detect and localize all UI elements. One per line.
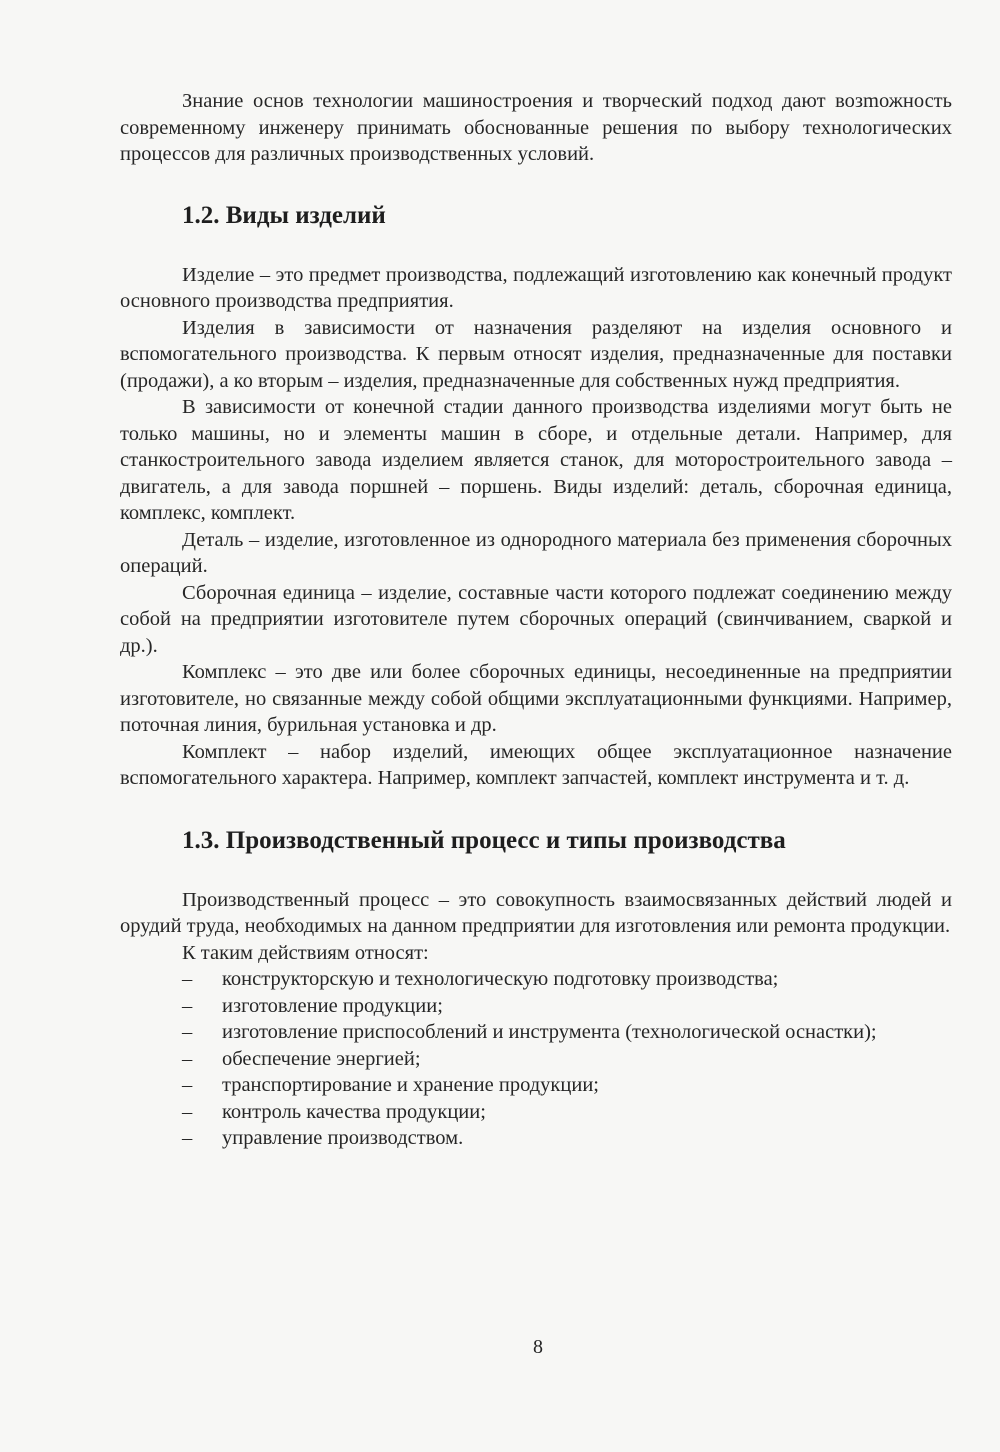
paragraph-kit-definition: Комплект – набор изделий, имеющих общее эксплуатационное назначение вспомогательного характера. Например, комплект запчастей, комплект инструмента и т. д. [120, 740, 952, 789]
list-dash-marker: – [182, 968, 193, 990]
list-item [120, 966, 952, 993]
paragraph-detail-definition: Деталь – изделие, изготовленное из однородного материала без применения сборочных операций. [120, 528, 952, 577]
paragraph-actions-intro: К таким действиям относят: [182, 941, 429, 964]
list-item [120, 1099, 952, 1126]
paragraph-assembly-unit-definition: Сборочная единица – изделие, составные части которого подлежат соединению между собой на предприятии изготовителе путем сборочных операций (свинчиванием, сваркой и др.). [120, 581, 952, 657]
page-number: 8 [533, 1336, 543, 1358]
document-page [120, 88, 952, 1152]
section-heading-1-3: 1.3. Производственный процесс и типы производства [182, 826, 786, 854]
list-dash-marker: – [182, 1127, 193, 1149]
paragraph-product-types: В зависимости от конечной стадии данного производства изделиями могут быть не только машины, но и элементы машин в сборе, и отдельные детали. Например, для станкостроительного завода изделием является станок, для моторостроительного завода – двигатель, а для завода поршней – поршень. Виды изделий: деталь, сборочная единица, комплекс, комплект. [120, 396, 952, 524]
paragraph-product-purpose: Изделия в зависимости от назначения разделяют на изделия основного и вспомогательного производства. К первым относят изделия, предназначенные для поставки (продажи), а ко вторым – изделия, предназначенные для собственных нужд предприятия. [120, 316, 952, 392]
list-item-text: транспортирование и хранение продукции; [222, 1074, 599, 1096]
list-item [120, 1019, 952, 1046]
list-item-text: обеспечение энергией; [222, 1047, 421, 1070]
list-item [120, 1125, 952, 1152]
paragraph-product-definition: Изделие – это предмет производства, подлежащий изготовлению как конечный продукт основного производства предприятия. [120, 263, 952, 312]
list-item-text: контроль качества продукции; [222, 1100, 486, 1123]
section-heading-1-2: 1.2. Виды изделий [182, 201, 386, 229]
list-item [120, 993, 952, 1020]
list-item-text: изготовление приспособлений и инструмента (технологической оснастки); [222, 1021, 877, 1043]
list-dash-marker: – [182, 1100, 193, 1123]
list-item-text: управление производством. [222, 1127, 464, 1149]
list-item-text: конструкторскую и технологическую подготовку производства; [222, 968, 779, 990]
intro-paragraph: Знание основ технологии машиностроения и творческий подход дают возmожность современному инженеру принимать обоснованные решения по выбору технологических процессов для различных производственных условий. [120, 90, 952, 165]
list-dash-marker: – [182, 1021, 193, 1043]
list-dash-marker: – [182, 994, 193, 1017]
paragraph-complex-definition: Комплекс – это две или более сборочных единицы, несоединенные на предприятии изготовителе, но связанные между собой общими эксплуатационными функциями. Например, поточная линия, бурильная установка и др. [120, 661, 952, 736]
list-dash-marker: – [182, 1047, 193, 1070]
list-item-text: изготовление продукции; [222, 994, 443, 1017]
list-dash-marker: – [182, 1074, 193, 1096]
paragraph-production-process-definition: Производственный процесс – это совокупность взаимосвязанных действий людей и орудий труда, необходимых на данном предприятии для изготовления или ремонта продукции. [120, 888, 952, 937]
list-item [120, 1046, 952, 1073]
list-item [120, 1072, 952, 1099]
production-actions-list [120, 966, 952, 1152]
